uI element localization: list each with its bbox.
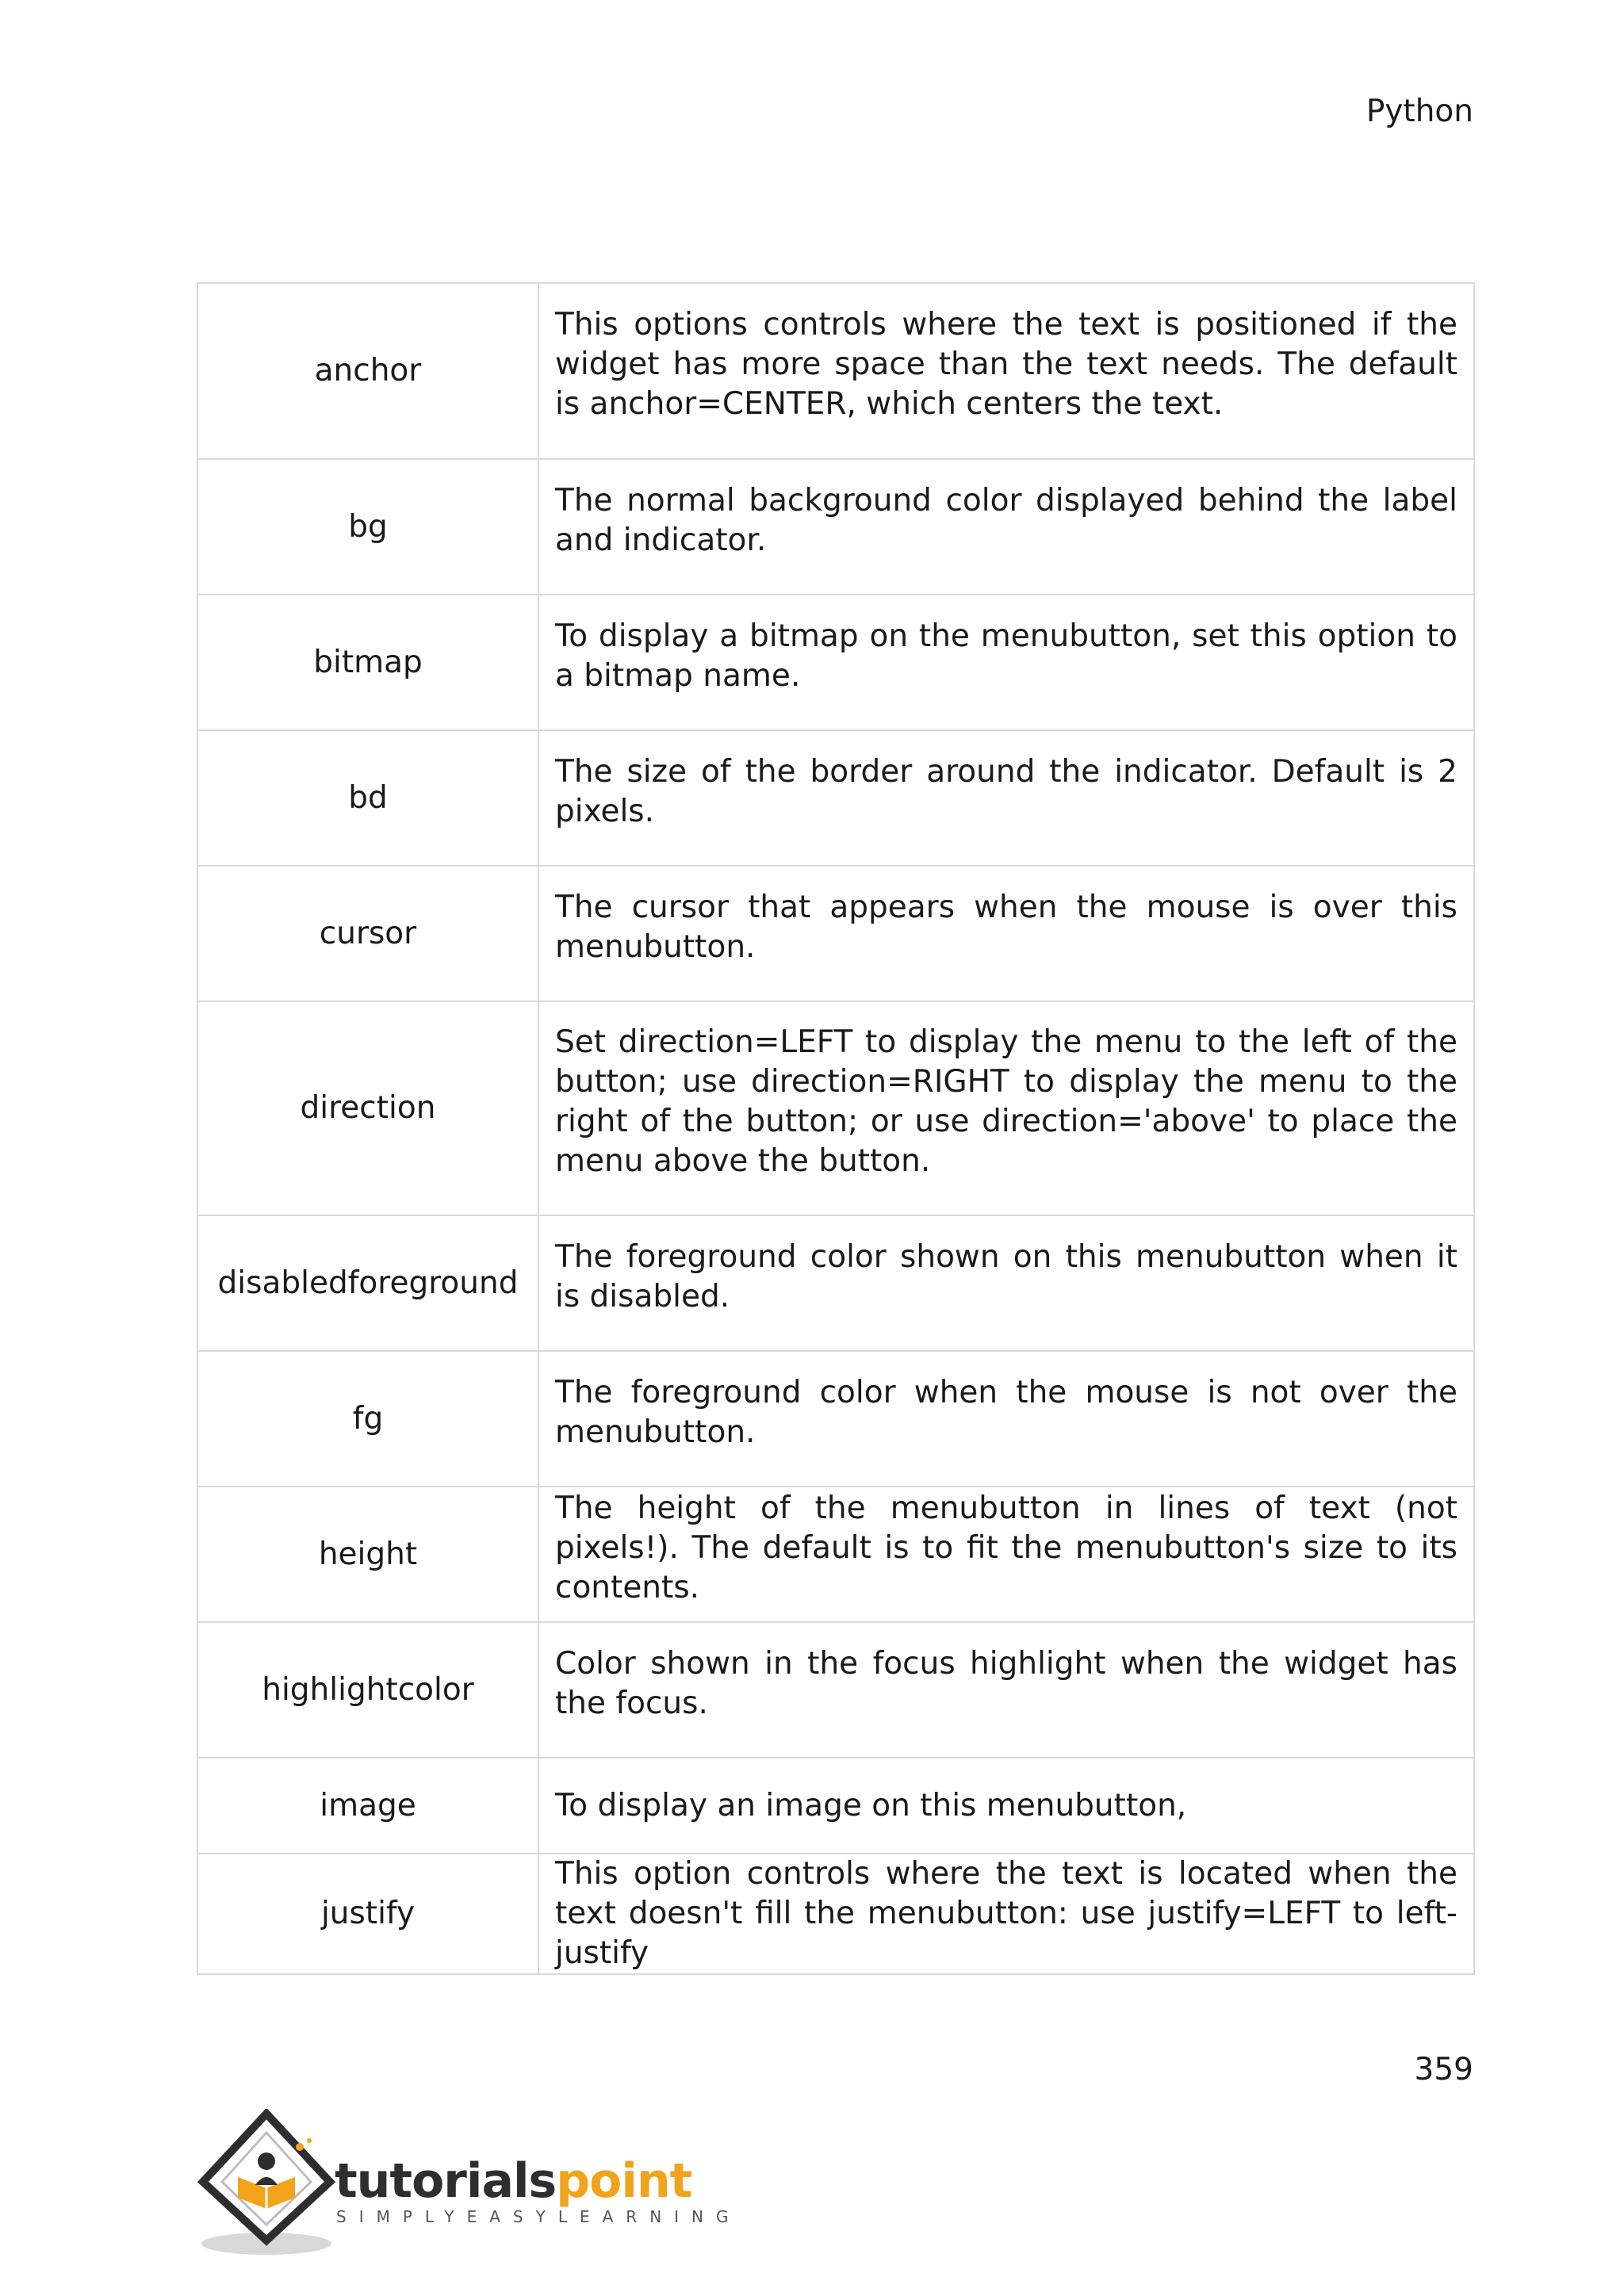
table-row bbox=[197, 1622, 1474, 1758]
option-name: cursor bbox=[197, 866, 538, 1001]
option-description: To display a bitmap on the menubutton, set this option to a bitmap name. bbox=[538, 595, 1474, 730]
option-name: justify bbox=[197, 1854, 538, 1974]
option-name: bd bbox=[197, 730, 538, 866]
option-description: Color shown in the focus highlight when the widget has the focus. bbox=[538, 1622, 1474, 1758]
option-name: fg bbox=[197, 1351, 538, 1487]
running-header-title: Python bbox=[1365, 94, 1473, 129]
table-row bbox=[197, 1854, 1474, 1974]
option-description: The foreground color shown on this menubutton when it is disabled. bbox=[538, 1215, 1474, 1351]
option-name: image bbox=[197, 1758, 538, 1854]
table-row bbox=[197, 866, 1474, 1001]
option-name: bitmap bbox=[197, 595, 538, 730]
table-row bbox=[197, 459, 1474, 595]
table-row bbox=[197, 1758, 1474, 1854]
table-row bbox=[197, 1487, 1474, 1622]
option-description: The normal background color displayed behind the label and indicator. bbox=[538, 459, 1474, 595]
option-description: This option controls where the text is located when the text doesn't fill the menubutton: use justify=LEFT to left-justify bbox=[538, 1854, 1474, 1974]
option-name: height bbox=[197, 1487, 538, 1622]
table-row bbox=[197, 283, 1474, 459]
tutorialspoint-logo bbox=[190, 2109, 741, 2267]
table-row bbox=[197, 1001, 1474, 1215]
table-row bbox=[197, 730, 1474, 866]
option-description: The size of the border around the indicator. Default is 2 pixels. bbox=[538, 730, 1474, 866]
page-number: 359 bbox=[1414, 2052, 1473, 2087]
table-row bbox=[197, 1351, 1474, 1487]
option-description: The height of the menubutton in lines of text (not pixels!). The default is to fit the menubutton's size to its contents. bbox=[538, 1487, 1474, 1622]
option-description: To display an image on this menubutton, bbox=[538, 1758, 1474, 1854]
option-name: anchor bbox=[197, 283, 538, 459]
option-description: The cursor that appears when the mouse is over this menubutton. bbox=[538, 866, 1474, 1001]
option-name: highlightcolor bbox=[197, 1622, 538, 1758]
option-description: Set direction=LEFT to display the menu to the left of the button; use direction=RIGHT to display the menu to the right of the button; or use direction='above' to place the menu above the button. bbox=[538, 1001, 1474, 1215]
table-row bbox=[197, 595, 1474, 730]
option-name: disabledforeground bbox=[197, 1215, 538, 1351]
option-name: bg bbox=[197, 459, 538, 595]
table-row bbox=[197, 1215, 1474, 1351]
options-table bbox=[197, 282, 1475, 1975]
option-description: This options controls where the text is positioned if the widget has more space than the text needs. The default is anchor=CENTER, which centers the text. bbox=[538, 283, 1474, 459]
logo-wordmark: tutorialspoint bbox=[335, 2153, 692, 2209]
logo-tagline: SIMPLYEASYLEARNING bbox=[336, 2207, 741, 2226]
option-name: direction bbox=[197, 1001, 538, 1215]
option-description: The foreground color when the mouse is not over the menubutton. bbox=[538, 1351, 1474, 1487]
